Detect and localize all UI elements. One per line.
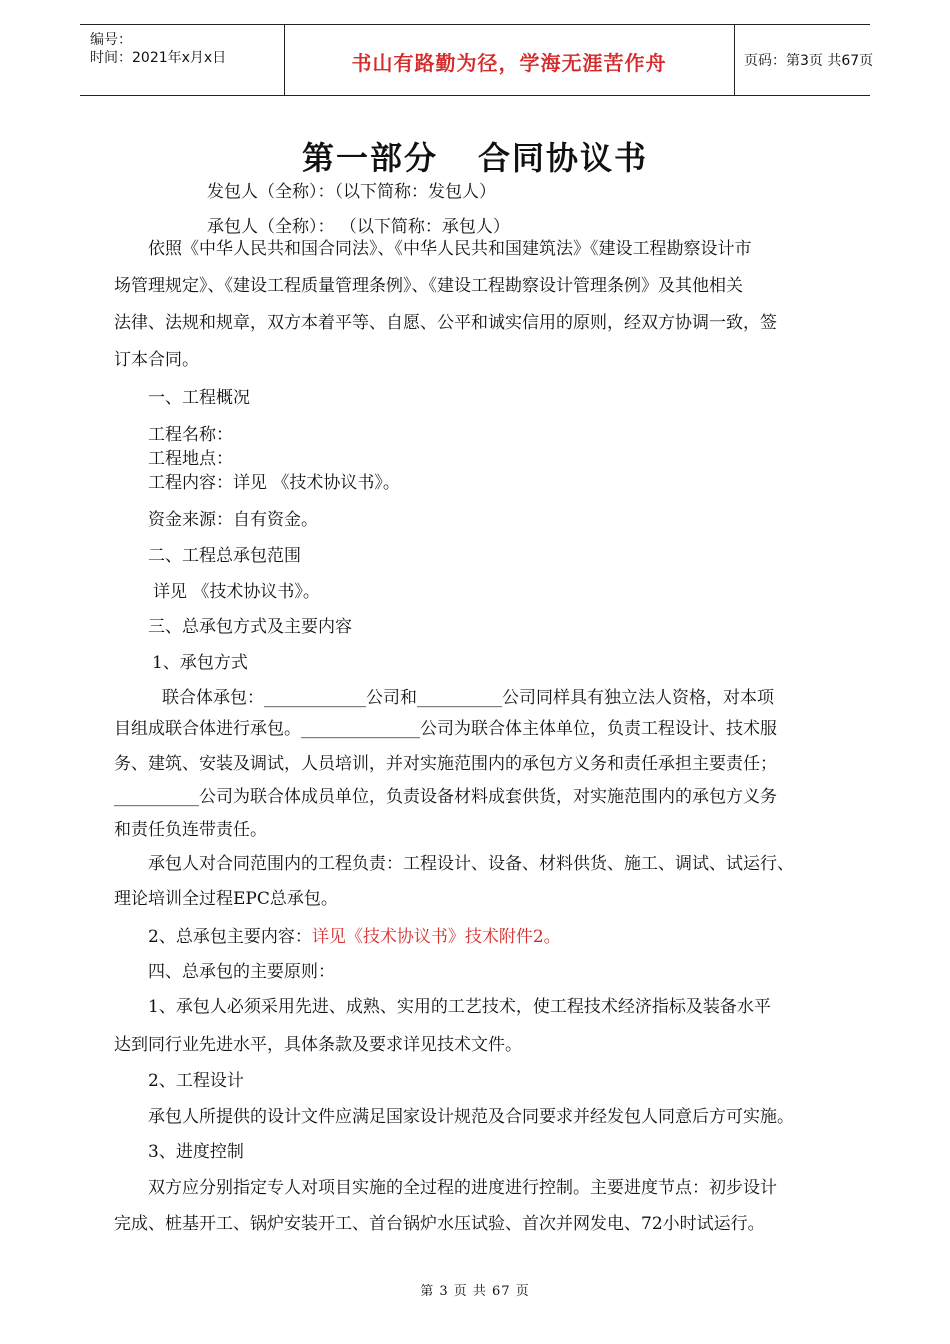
project-location: 工程地点： xyxy=(148,449,233,469)
paragraph-line: 目组成联合体进行承包。______________公司为联合体主体单位，负责工程设计、技术服 xyxy=(114,719,777,739)
subsection-heading: 1、承包方式 xyxy=(152,653,248,673)
paragraph-line: 场管理规定》、《建设工程质量管理条例》、《建设工程勘察设计管理条例》及其他相关 xyxy=(114,276,743,296)
main-content-reference: 详见《技术协议书》技术附件2。 xyxy=(311,927,561,947)
title-part: 第一部分 xyxy=(301,139,438,177)
paragraph-line: 详见 《技术协议书》。 xyxy=(153,582,320,602)
paragraph-line: 1、承包人必须采用先进、成熟、实用的工艺技术，使工程技术经济指标及装备水平 xyxy=(148,997,771,1017)
paragraph-line: 和责任负连带责任。 xyxy=(114,820,267,840)
section-heading: 四、总承包的主要原则： xyxy=(148,962,335,982)
subsection-heading: 3、进度控制 xyxy=(148,1142,244,1162)
document-title xyxy=(0,133,950,179)
paragraph-line: 承包人所提供的设计文件应满足国家设计规范及合同要求并经发包人同意后方可实施。 xyxy=(148,1107,794,1127)
main-content-line xyxy=(148,925,561,949)
paragraph-line: 务、建筑、安装及调试，人员培训，并对实施范围内的承包方义务和责任承担主要责任； xyxy=(114,754,777,774)
paragraph-line: 双方应分别指定专人对项目实施的全过程的进度进行控制。主要进度节点：初步设计 xyxy=(148,1178,777,1198)
main-content-label: 2、总承包主要内容： xyxy=(148,927,312,947)
employer-line: 发包人（全称）：（以下简称：发包人） xyxy=(207,182,496,202)
header-page-cell xyxy=(734,25,874,95)
contractor-line: 承包人（全称）： （以下简称：承包人） xyxy=(207,217,510,237)
section-heading: 二、工程总承包范围 xyxy=(148,546,301,566)
serial-number-label: 编号： xyxy=(90,32,132,48)
page-number: 第 3 页 共 67 页 xyxy=(420,1284,530,1299)
section-heading: 一、工程概况 xyxy=(148,388,250,408)
title-name: 合同协议书 xyxy=(478,139,649,177)
paragraph-line: 依照《中华人民共和国合同法》、《中华人民共和国建筑法》《建设工程勘察设计市 xyxy=(148,239,752,259)
paragraph-line: __________公司为联合体成员单位，负责设备材料成套供货，对实施范围内的承包方义务 xyxy=(114,787,777,807)
funding-source: 资金来源：自有资金。 xyxy=(148,510,318,530)
page-header xyxy=(80,24,874,96)
header-motto-cell xyxy=(284,25,735,95)
project-name: 工程名称： xyxy=(148,425,233,445)
page-code: 页码：第3页 共67页 xyxy=(744,53,874,69)
paragraph-line: 达到同行业先进水平，具体条款及要求详见技术文件。 xyxy=(114,1035,522,1055)
paragraph-line: 完成、桩基开工、锅炉安装开工、首台锅炉水压试验、首次并网发电、72小时试运行。 xyxy=(114,1214,765,1234)
paragraph-line: 法律、法规和规章，双方本着平等、自愿、公平和诚实信用的原则，经双方协调一致，签 xyxy=(114,313,777,333)
motto: 书山有路勤为径，学海无涯苦作舟 xyxy=(351,51,667,75)
paragraph-line: 联合体承包：____________公司和__________公司同样具有独立法人资格，对本项 xyxy=(162,688,774,708)
page-footer xyxy=(0,1280,950,1299)
section-heading: 三、总承包方式及主要内容 xyxy=(148,617,352,637)
project-content: 工程内容：详见 《技术协议书》。 xyxy=(148,473,400,493)
paragraph-line: 订本合同。 xyxy=(114,350,199,370)
paragraph-line: 承包人对合同范围内的工程负责：工程设计、设备、材料供货、施工、调试、试运行、 xyxy=(148,854,794,874)
subsection-heading: 2、工程设计 xyxy=(148,1071,244,1091)
header-meta-cell xyxy=(80,25,285,95)
paragraph-line: 理论培训全过程EPC总承包。 xyxy=(114,889,338,909)
document-time: 时间：2021年x月x日 xyxy=(90,50,227,66)
